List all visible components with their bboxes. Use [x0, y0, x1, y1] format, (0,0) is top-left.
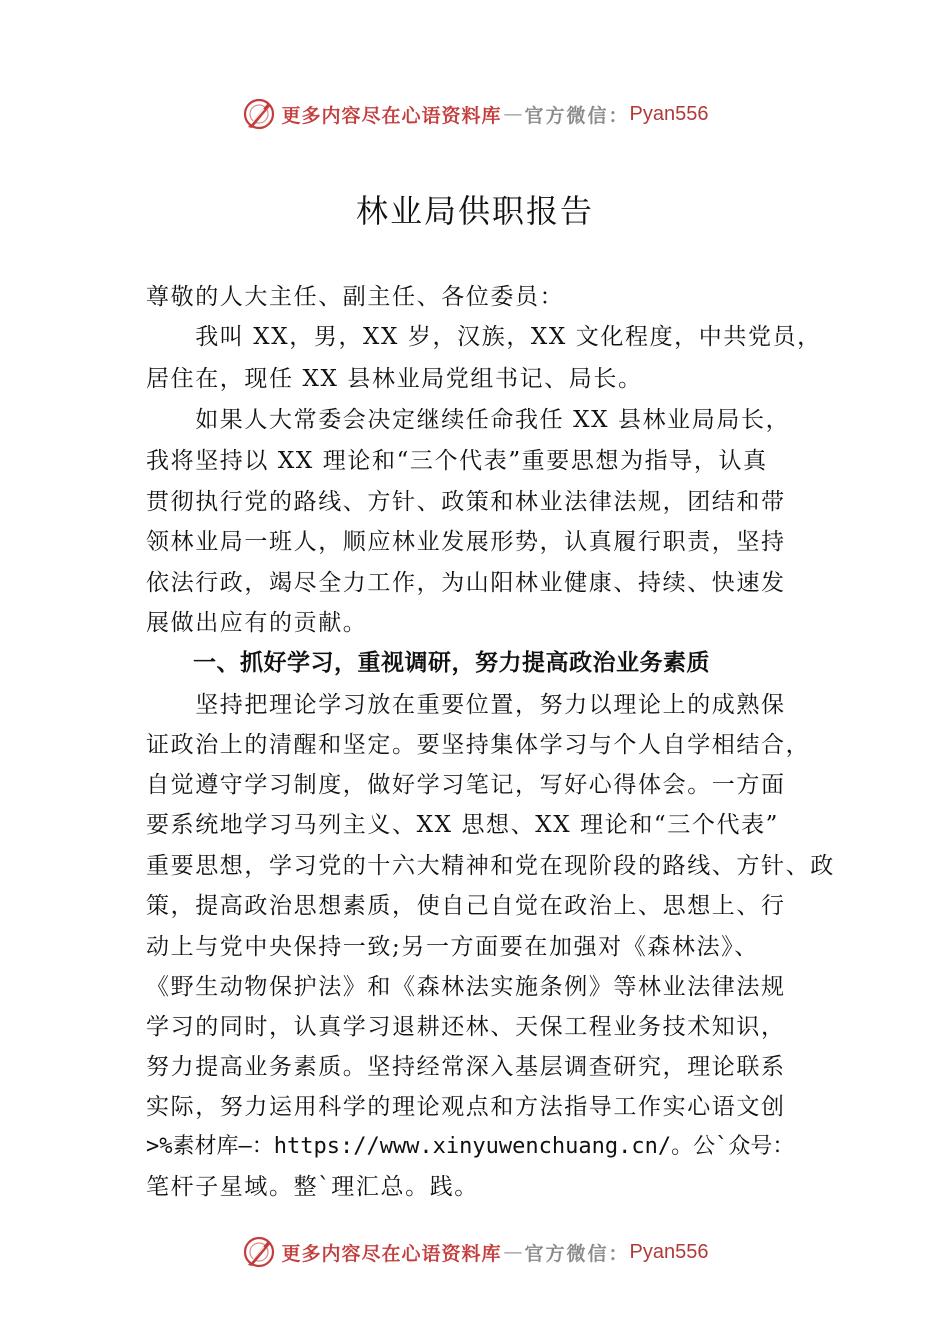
banner-wechat-label: 官方微信：	[524, 1242, 630, 1265]
body-line: 我将坚持以 XX 理论和“三个代表”重要思想为指导，认真	[146, 448, 768, 474]
body-line: 如果人大常委会决定继续任命我任 XX 县林业局局长，	[146, 407, 791, 433]
banner-wechat-label: 官方微信：	[524, 104, 630, 127]
quill-seal-icon	[242, 1235, 276, 1269]
body-line: 依法行政，竭尽全力工作，为山阳林业健康、持续、快速发	[146, 570, 786, 596]
banner-separator: —	[503, 1241, 523, 1263]
body-line: 证政治上的清醒和坚定。要坚持集体学习与个人自学相结合，	[146, 732, 811, 758]
body-line: 要系统地学习马列主义、XX 思想、XX 理论和“三个代表”	[146, 812, 780, 838]
salutation-line: 尊敬的人大主任、副主任、各位委员：	[146, 284, 565, 310]
body-line: 重要思想，学习党的十六大精神和党在现阶段的路线、方针、政	[146, 853, 835, 879]
body-line: 贯彻执行党的路线、方针、政策和林业法律法规，团结和带	[146, 489, 786, 515]
body-line: 坚持把理论学习放在重要位置，努力以理论上的成熟保	[146, 692, 786, 718]
body-line: 《野生动物保护法》和《森林法实施条例》等林业法律法规	[146, 974, 786, 1000]
body-line: 居住在，现任 XX 县林业局党组书记、局长。	[146, 366, 643, 392]
body-line: 自觉遵守学习制度，做好学习笔记，写好心得体会。一方面	[146, 772, 786, 798]
footer-banner	[0, 1230, 950, 1274]
body-line-url: >%素材库—：https://www.xinyuwenchuang.cn/。公`众号：	[146, 1134, 795, 1159]
section-heading: 一、抓好学习，重视调研，努力提高政治业务素质	[146, 650, 710, 676]
banner-main-text: 更多内容尽在心语资料库	[281, 104, 502, 127]
body-line: 实际，努力运用科学的理论观点和方法指导工作实心语文创	[146, 1094, 786, 1120]
body-line: 学习的同时，认真学习退耕还林、天保工程业务技术知识，	[146, 1014, 786, 1040]
body-line: 我叫 XX，男，XX 岁，汉族，XX 文化程度，中共党员，	[146, 324, 822, 350]
body-line: 展做出应有的贡献。	[146, 610, 368, 636]
banner-wechat-handle: Pyan556	[629, 102, 709, 125]
banner-wechat-handle: Pyan556	[629, 1240, 709, 1263]
body-line: 动上与党中央保持一致;另一方面要在加强对《森林法》、	[146, 934, 759, 960]
body-line: 策，提高政治思想素质，使自己自觉在政治上、思想上、行	[146, 893, 786, 919]
body-line: 领林业局一班人，顺应林业发展形势，认真履行职责，坚持	[146, 529, 786, 555]
body-line: 努力提高业务素质。坚持经常深入基层调查研究，理论联系	[146, 1054, 786, 1080]
body-line: 笔杆子星域。整`理汇总。践。	[146, 1174, 479, 1200]
header-banner	[0, 92, 950, 136]
banner-separator: —	[503, 103, 523, 125]
banner-main-text: 更多内容尽在心语资料库	[281, 1242, 502, 1265]
document-title: 林业局供职报告	[355, 192, 594, 230]
quill-seal-icon	[242, 97, 276, 131]
